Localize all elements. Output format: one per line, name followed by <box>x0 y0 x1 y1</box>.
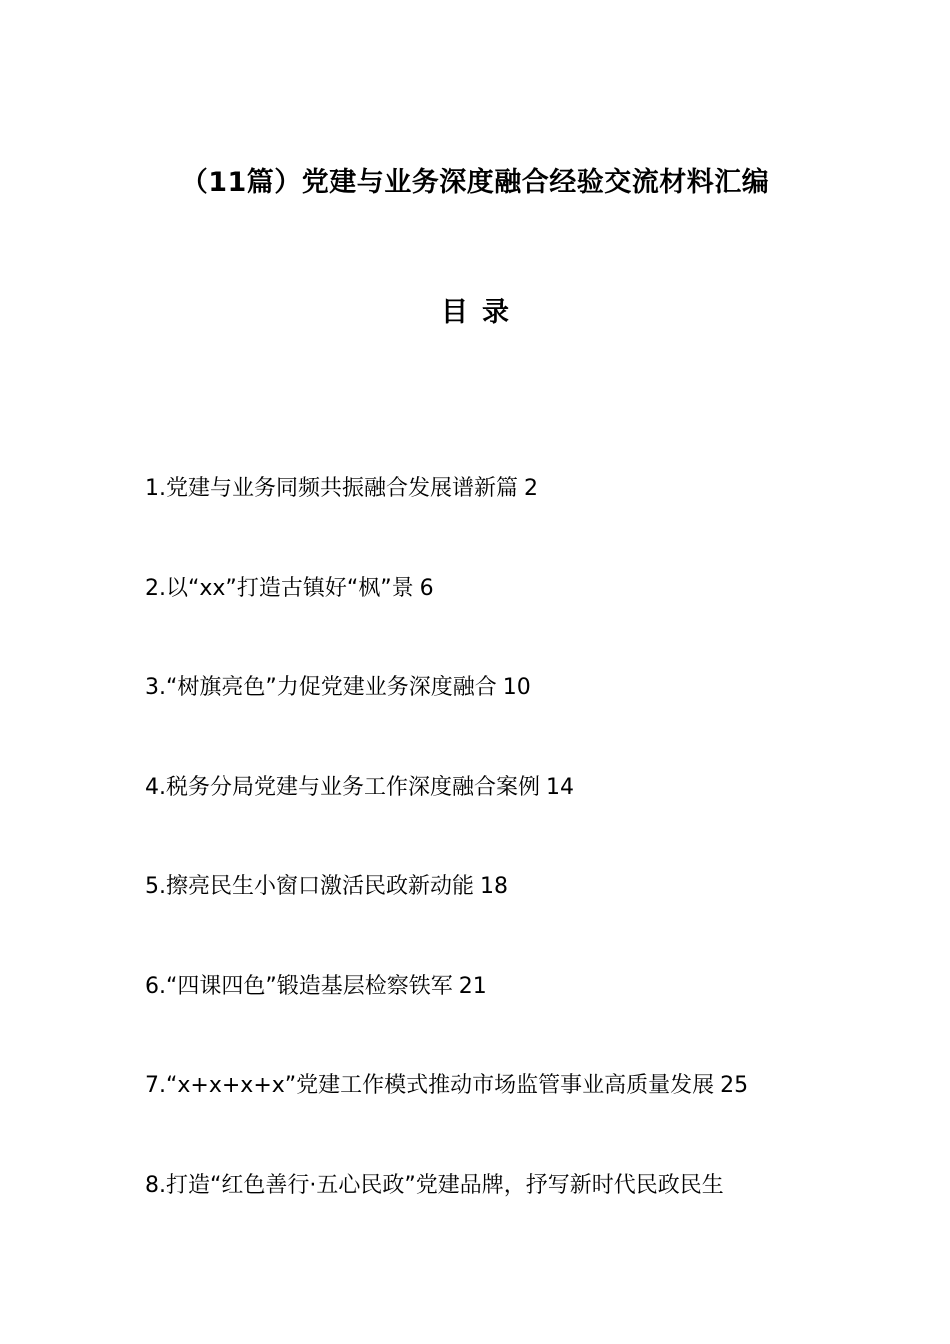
toc-item[interactable] <box>145 671 845 771</box>
toc-item[interactable] <box>145 1069 845 1169</box>
toc-item-text: 8.打造“红色善行·五心民政”党建品牌，抒写新时代民政民生 <box>145 1172 724 1198</box>
toc-item[interactable] <box>145 472 845 572</box>
toc-item-text: 3.“树旗亮色”力促党建业务深度融合 <box>145 675 497 700</box>
toc-item[interactable] <box>145 572 845 672</box>
table-of-contents <box>145 472 845 1268</box>
toc-item[interactable] <box>145 771 845 871</box>
toc-item-page: 6 <box>419 575 434 601</box>
toc-item-page: 25 <box>720 1073 749 1098</box>
toc-item-text: 6.“四课四色”锻造基层检察铁军 <box>145 973 453 999</box>
toc-item-page: 21 <box>458 973 487 999</box>
toc-item-text: 5.擦亮民生小窗口激活民政新动能 <box>145 874 474 899</box>
toc-item-text: 4.税务分局党建与业务工作深度融合案例 <box>145 774 540 800</box>
toc-item[interactable] <box>145 1169 845 1269</box>
toc-item-page: 18 <box>480 874 508 899</box>
toc-item-page: 14 <box>546 774 574 800</box>
toc-item-page: 10 <box>502 675 531 700</box>
toc-item-text: 7.“x+x+x+x”党建工作模式推动市场监管事业高质量发展 <box>145 1073 715 1098</box>
document-title: （11篇）党建与业务深度融合经验交流材料汇编 <box>180 167 770 198</box>
toc-item-text: 2.以“xx”打造古镇好“枫”景 <box>145 575 414 601</box>
toc-item[interactable] <box>145 870 845 970</box>
toc-item-page: 2 <box>524 476 538 501</box>
toc-item[interactable] <box>145 970 845 1070</box>
toc-heading: 目录 <box>441 297 523 328</box>
toc-item-text: 1.党建与业务同频共振融合发展谱新篇 <box>145 476 518 501</box>
